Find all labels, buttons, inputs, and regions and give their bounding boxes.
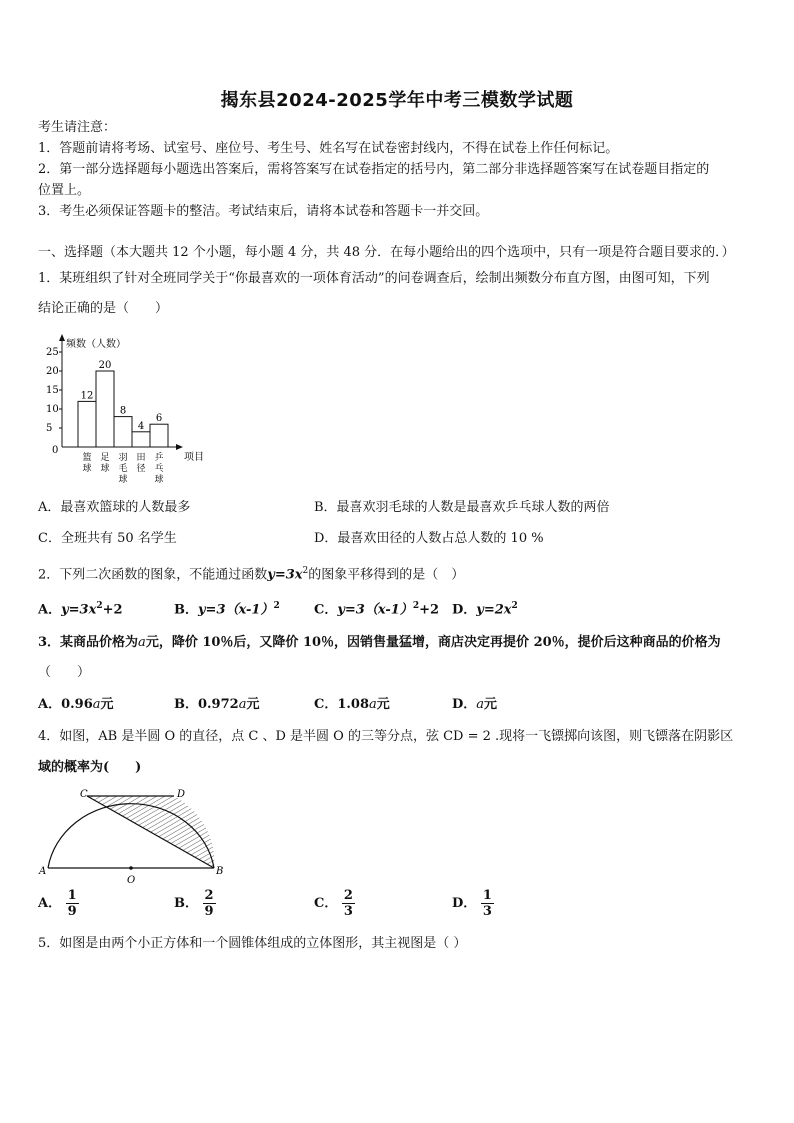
q3-option-c <box>314 696 390 714</box>
category-label-char: 田 <box>136 453 146 463</box>
bar-value-label: 12 <box>80 390 94 402</box>
label-d: D <box>177 789 186 800</box>
q2-c-label: C． <box>314 602 338 618</box>
q2-stem-post: 的图象平移得到的是（ ） <box>308 567 465 583</box>
y-tick-label: 25 <box>46 347 59 358</box>
q2-c-post: +2 <box>419 602 440 618</box>
q2-stem-func: y=3x <box>267 567 303 583</box>
q3-d-label: D． <box>452 697 477 712</box>
q3-a-unit: 元 <box>100 697 114 712</box>
q4-c-label: C． <box>314 896 338 911</box>
label-c: C <box>80 789 88 800</box>
q4-option-a <box>38 888 79 919</box>
q2-a-post: +2 <box>102 602 123 618</box>
q1-option-a: A．最喜欢篮球的人数最多 <box>38 500 191 515</box>
q3-option-b <box>174 696 259 714</box>
q3-var: a <box>138 635 146 650</box>
center-point <box>129 866 133 870</box>
q2-b-sup: 2 <box>273 601 280 611</box>
category-label-char: 毛 <box>118 464 128 474</box>
q3-a-label: A．0.96 <box>38 697 93 712</box>
q2-stem-sup: 2 <box>302 566 309 576</box>
q3-c-unit: 元 <box>376 697 390 712</box>
x-axis-arrow <box>176 444 183 450</box>
q2-a-main: y=3x <box>61 602 97 618</box>
bar-1 <box>78 401 96 447</box>
category-label-char: 球 <box>82 464 92 474</box>
q4-semicircle-figure <box>38 786 228 886</box>
y-axis-title: 频数（人数） <box>66 339 126 350</box>
category-label-char: 乓 <box>154 464 164 474</box>
q1-option-c: C．全班共有 50 名学生 <box>38 531 177 546</box>
category-label-char: 羽 <box>118 453 128 463</box>
category-label-char: 径 <box>136 464 146 474</box>
y-tick-label: 5 <box>46 423 53 434</box>
q4-option-d <box>452 888 494 919</box>
q1-stem-line1: 1．某班组织了针对全班同学关于“你最喜欢的一项体育活动”的问卷调查后，绘制出频数分布直方图，由图可知，下列 <box>38 271 710 286</box>
bar-value-label: 4 <box>137 420 145 432</box>
category-label-char: 球 <box>154 475 164 485</box>
notice-item-3: 3．考生必须保证答题卡的整洁。考试结束后，请将本试卷和答题卡一并交回。 <box>38 204 489 219</box>
q2-a-sup: 2 <box>96 601 103 611</box>
q2-b-main: y=3（x-1） <box>198 602 274 618</box>
notice-item-2-cont: 位置上。 <box>38 183 91 198</box>
bar-2 <box>96 371 114 447</box>
q2-d-label: D． <box>452 602 477 618</box>
q3-b-label: B．0.972 <box>174 697 239 712</box>
q4-d-label: D． <box>452 896 477 911</box>
label-b: B <box>216 866 224 877</box>
category-label-char: 球 <box>100 464 110 474</box>
q2-stem <box>38 562 464 584</box>
q2-option-b <box>174 597 280 619</box>
q2-d-sup: 2 <box>511 601 518 611</box>
q1-stem-line2: 结论正确的是（ ） <box>38 301 169 316</box>
label-o: O <box>127 875 136 886</box>
label-a: A <box>39 866 47 877</box>
q4-stem-line1: 4．如图，AB 是半圆 O 的直径，点 C 、D 是半圆 O 的三等分点，弦 CD = 2 .现将一飞镖掷向该图，则飞镖落在阴影区 <box>38 729 734 744</box>
q3-d-var: a <box>476 697 485 712</box>
q4-option-b <box>174 888 216 919</box>
x-axis-title: 项目 <box>184 452 204 463</box>
bar-3 <box>114 417 132 447</box>
q4-option-c <box>314 888 355 919</box>
bar-value-label: 8 <box>119 405 127 417</box>
q3-a-var: a <box>92 697 101 712</box>
section-heading: 一、选择题（本大题共 12 个小题，每小题 4 分，共 48 分．在每小题给出的四个选项中，只有一项是符合题目要求的．） <box>38 245 735 260</box>
q2-a-label: A． <box>38 602 62 618</box>
notice-item-1: 1．答题前请将考场、试室号、座位号、考生号、姓名写在试卷密封线内，不得在试卷上作任何标记。 <box>38 141 619 156</box>
y-tick-label: 0 <box>52 445 59 456</box>
q4-b-fraction: $\frac{2}{9}$ <box>204 888 214 919</box>
q3-b-var: a <box>238 697 247 712</box>
bar-value-label: 20 <box>98 360 112 371</box>
q2-b-label: B． <box>174 602 198 618</box>
q3-option-d <box>452 696 497 714</box>
q3-d-unit: 元 <box>484 697 498 712</box>
q3-stem-line2: （ ） <box>38 665 91 680</box>
q1-option-d: D．最喜欢田径的人数占总人数的 10 % <box>314 531 544 546</box>
q3-c-var: a <box>369 697 377 712</box>
q3-b-unit: 元 <box>246 697 260 712</box>
y-tick-label: 10 <box>46 404 59 415</box>
category-label-char: 足 <box>100 453 110 463</box>
q2-c-sup: 2 <box>412 601 420 611</box>
q1-histogram <box>38 330 218 495</box>
q2-stem-pre: 2．下列二次函数的图象，不能通过函数 <box>38 567 268 583</box>
notice-item-2: 2．第一部分选择题每小题选出答案后，需将答案写在试卷指定的括号内，第二部分非选择题答案写在试卷题目指定的 <box>38 162 710 177</box>
y-axis-arrow <box>59 334 65 341</box>
q5-stem: 5．如图是由两个小正方体和一个圆锥体组成的立体图形，其主视图是（ ） <box>38 936 467 951</box>
q2-option-a <box>38 597 123 619</box>
q2-d-main: y=2x <box>476 602 512 618</box>
q3-stem <box>38 634 721 652</box>
category-label-char: 球 <box>118 475 128 485</box>
q4-stem-line2: 域的概率为( ) <box>38 760 142 775</box>
q4-c-fraction: $\frac{2}{3}$ <box>343 888 353 919</box>
q4-a-label: A． <box>38 896 62 911</box>
q4-a-fraction: $\frac{1}{9}$ <box>67 888 77 919</box>
q4-b-label: B． <box>174 896 198 911</box>
bar-value-label: 6 <box>155 413 163 425</box>
notice-heading: 考生请注意： <box>38 120 117 135</box>
q1-option-b: B．最喜欢羽毛球的人数是最喜欢乒乓球人数的两倍 <box>314 500 610 515</box>
q3-option-a <box>38 696 114 714</box>
page-title: 揭东县2024-2025学年中考三模数学试题 <box>220 90 574 111</box>
q2-c-main: y=3（x-1） <box>337 602 413 618</box>
bar-5 <box>150 424 168 447</box>
q2-option-c <box>314 597 439 619</box>
bar-4 <box>132 432 150 447</box>
q3-stem-post: 元，降价 10％后，又降价 10％，因销售量猛增，商店决定再提价 20％，提价后这种商品的价格为 <box>145 635 721 650</box>
category-label-char: 乒 <box>154 453 164 463</box>
category-label-char: 篮 <box>82 453 92 463</box>
q4-d-fraction: $\frac{1}{3}$ <box>482 888 492 919</box>
q3-stem-pre: 3．某商品价格为 <box>38 635 139 650</box>
q3-c-label: C．1.08 <box>314 697 370 712</box>
q2-option-d <box>452 597 518 619</box>
y-tick-label: 20 <box>46 366 59 377</box>
y-tick-label: 15 <box>46 385 59 396</box>
